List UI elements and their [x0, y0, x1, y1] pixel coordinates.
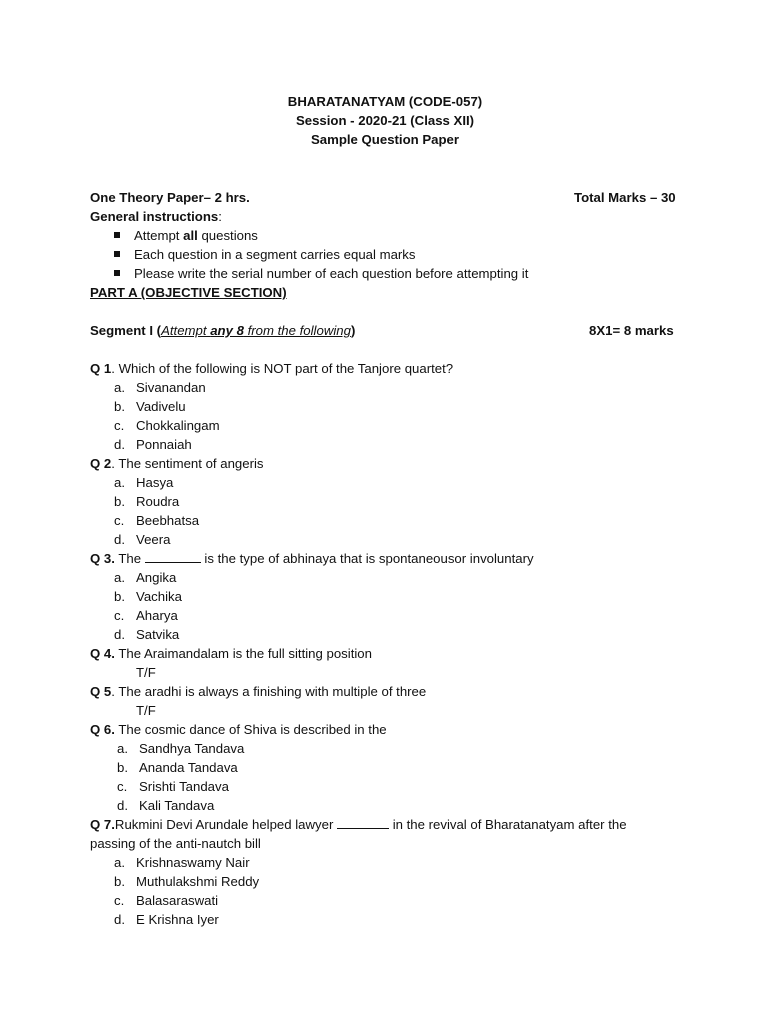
option-text: Angika [136, 570, 177, 585]
question-3 [90, 549, 534, 568]
option-text: Srishti Tandava [139, 779, 229, 794]
question-text: Rukmini Devi Arundale helped lawyer [114, 817, 338, 832]
total-marks: Total Marks – 30 [574, 190, 676, 205]
question-number: Q 4. [90, 646, 115, 661]
option-letter: b. [117, 760, 128, 775]
question-4 [90, 644, 372, 663]
segment-label: Segment I ( [90, 323, 162, 338]
option [114, 587, 182, 606]
option-letter: d. [114, 532, 125, 547]
paper-type: Sample Question Paper [310, 132, 460, 147]
question-text: . The aradhi is always a finishing with multiple of three [111, 684, 427, 699]
option-letter: d. [114, 912, 125, 927]
option [114, 435, 192, 454]
option-letter: d. [117, 798, 128, 813]
option [114, 872, 259, 891]
question-number: Q 5 [90, 684, 112, 699]
option-letter: c. [114, 608, 125, 623]
answer-blank [337, 816, 389, 829]
option-text: Muthulakshmi Reddy [136, 874, 260, 889]
option [117, 777, 229, 796]
option-text: Sandhya Tandava [139, 741, 245, 756]
document-header [0, 92, 770, 149]
question-1 [90, 359, 453, 378]
question-5 [90, 682, 426, 701]
question-7 [90, 815, 627, 834]
answer-blank [145, 550, 201, 563]
question-6 [90, 720, 387, 739]
option-text: Veera [136, 532, 171, 547]
option [114, 416, 220, 435]
option [114, 397, 186, 416]
option [114, 606, 178, 625]
instruction-item [114, 245, 415, 264]
segment-attempt: Attempt [161, 323, 211, 338]
option-text: Roudra [136, 494, 180, 509]
option [117, 758, 238, 777]
option-text: Ponnaiah [136, 437, 192, 452]
option-text: Chokkalingam [136, 418, 220, 433]
option-letter: a. [117, 741, 128, 756]
option [117, 796, 214, 815]
instruction-text: Please write the serial number of each question before attempting it [134, 266, 529, 281]
part-heading: PART A (OBJECTIVE SECTION) [90, 285, 287, 300]
option-letter: c. [114, 513, 125, 528]
bullet-icon [114, 232, 120, 238]
option-letter: c. [117, 779, 128, 794]
option [114, 891, 218, 910]
option-text: Vadivelu [136, 399, 186, 414]
segment-marks: 8X1= 8 marks [589, 323, 674, 338]
question-2 [90, 454, 264, 473]
question-number: Q 7. [90, 817, 115, 832]
option [114, 378, 206, 397]
instruction-item [114, 226, 258, 245]
option [114, 568, 176, 587]
option-letter: b. [114, 589, 125, 604]
option [114, 625, 179, 644]
question-text: . Which of the following is NOT part of the Tanjore quartet? [111, 361, 454, 376]
option [114, 853, 250, 872]
option-text: Balasaraswati [136, 893, 219, 908]
question-number: Q 1 [90, 361, 112, 376]
option [114, 492, 179, 511]
option-text: Krishnaswamy Nair [136, 855, 250, 870]
option [114, 910, 219, 929]
true-false-answer: T/F [136, 703, 156, 718]
option-text: Aharya [136, 608, 178, 623]
option-letter: d. [114, 437, 125, 452]
question-7-continued: passing of the anti-nautch bill [90, 836, 261, 851]
option-letter: c. [114, 418, 125, 433]
option-letter: a. [114, 380, 125, 395]
instruction-text: questions [197, 228, 258, 243]
instruction-text: Each question in a segment carries equal marks [134, 247, 416, 262]
option-letter: a. [114, 855, 125, 870]
option [114, 530, 170, 549]
question-number: Q 3. [90, 551, 115, 566]
true-false-answer: T/F [136, 665, 156, 680]
option-letter: b. [114, 874, 125, 889]
option-letter: c. [114, 893, 125, 908]
option-text: Kali Tandava [139, 798, 215, 813]
option [114, 511, 199, 530]
option-letter: a. [114, 570, 125, 585]
option-letter: b. [114, 494, 125, 509]
option-letter: d. [114, 627, 125, 642]
duration-line: One Theory Paper– 2 hrs. [90, 190, 250, 205]
question-text: in the revival of Bharatanatyam after the [389, 817, 627, 832]
question-text: The cosmic dance of Shiva is described in the [114, 722, 387, 737]
instructions-label: General instructions [90, 209, 219, 224]
bullet-icon [114, 270, 120, 276]
bullet-icon [114, 251, 120, 257]
option-letter: b. [114, 399, 125, 414]
instructions-heading [90, 207, 222, 226]
option-text: Satvika [136, 627, 180, 642]
option-text: Vachika [136, 589, 182, 604]
option-letter: a. [114, 475, 125, 490]
segment-heading [90, 321, 355, 340]
option-text: Sivanandan [136, 380, 206, 395]
question-number: Q 6. [90, 722, 115, 737]
question-text: is the type of abhinaya that is spontaneousor involuntary [200, 551, 534, 566]
option [117, 739, 244, 758]
segment-rest: from the following [243, 323, 351, 338]
option-text: Ananda Tandava [139, 760, 238, 775]
question-text: . The sentiment of angeris [111, 456, 264, 471]
option-text: Beebhatsa [136, 513, 200, 528]
session-line: Session - 2020-21 (Class XII) [295, 113, 475, 128]
option-text: Hasya [136, 475, 174, 490]
segment-any8: any 8 [210, 323, 244, 338]
instruction-emphasis: all [183, 228, 198, 243]
paper-title: BHARATANATYAM (CODE-057) [287, 94, 483, 109]
question-text: The Araimandalam is the full sitting position [114, 646, 372, 661]
question-number: Q 2 [90, 456, 112, 471]
option [114, 473, 173, 492]
instruction-item [114, 264, 528, 283]
question-text: The [114, 551, 145, 566]
instructions-colon: : [218, 209, 222, 224]
segment-close: ) [350, 323, 356, 338]
instruction-text: Attempt [134, 228, 184, 243]
option-text: E Krishna Iyer [136, 912, 219, 927]
